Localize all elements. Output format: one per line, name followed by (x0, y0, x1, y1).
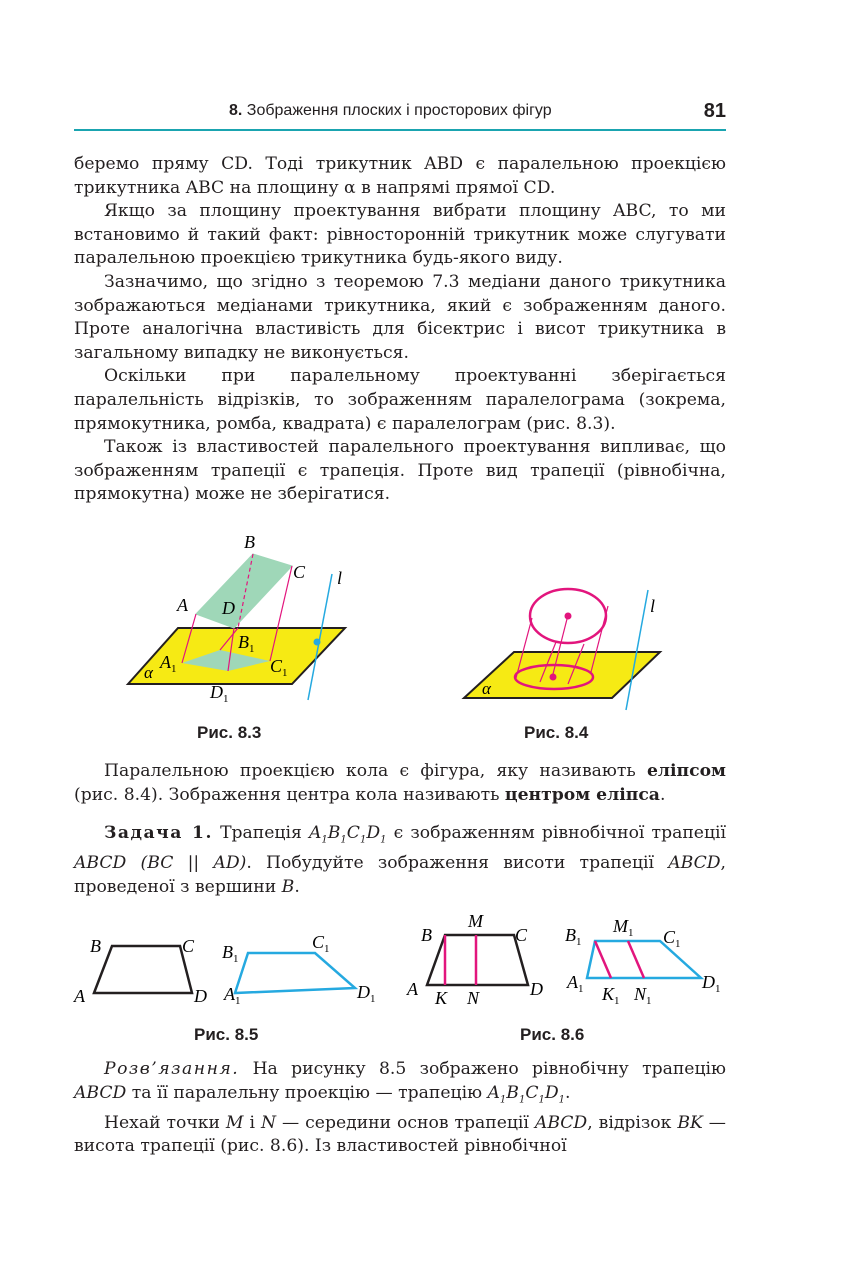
label-alpha: α (482, 679, 491, 698)
paragraph-ellipse: Паралельною проекцією кола є фігура, яку називають еліпсом (рис. 8.4). Зображення центра кола називають центром еліпса. (74, 761, 726, 805)
paragraph-3: Зазначимо, що згідно з теоремою 7.3 медіани даного трикутника зображаються медіанами трикутника, який є зображенням даного. Проте аналогічна властивість для бісектрис і висот трикутника в загальному випадку не виконується. (74, 271, 726, 363)
segment-m1n1 (628, 941, 644, 978)
plane-alpha (464, 652, 660, 698)
figure-8-6 (405, 908, 735, 1013)
label-n1: $N_1$ (634, 984, 652, 1007)
line-plane-intersection (314, 639, 321, 646)
solution-paragraph-1: Розв’язання. На рисунку 8.5 зображено рівнобічну трапецію ABCD та її паралельну проекцію — трапецію $A_1B_1C_1D_1$. (74, 1059, 726, 1106)
trapezoid-abcd (427, 935, 528, 985)
task-1 (74, 822, 726, 899)
task-text: Задача 1. Трапеція $A_1B_1C_1D_1$ є зображенням рівнобічної трапеції ABCD (BC || AD). Побудуйте зображення висоти трапеції ABCD, проведеної з вершини B. (74, 823, 727, 897)
solution-block (74, 1058, 726, 1159)
label-d1: $D_1$ (210, 682, 229, 705)
trapezoid-a1b1c1d1 (235, 953, 355, 993)
label-k: K (435, 988, 448, 1008)
label-c: C (293, 562, 306, 582)
caption-fig-8-6: Рис. 8.6 (520, 1025, 585, 1044)
chapter-title: 8. Зображення плоских і просторових фігур (229, 102, 552, 119)
label-c1: $C_1$ (312, 932, 330, 955)
label-a: A (407, 979, 418, 999)
label-n: N (467, 988, 480, 1008)
label-b: B (244, 532, 255, 552)
caption-fig-8-3: Рис. 8.3 (197, 723, 262, 742)
label-b1: $B_1$ (222, 942, 239, 965)
caption-fig-8-5: Рис. 8.5 (194, 1025, 259, 1044)
label-c1: $C_1$ (270, 656, 288, 679)
paragraph-1: беремо пряму CD. Тоді трикутник ABD є паралельною проекцією трикутника ABC на площину α в напрямі прямої CD. (74, 154, 726, 198)
label-b: B (90, 936, 101, 956)
label-a: A (74, 986, 85, 1006)
caption-fig-8-4: Рис. 8.4 (524, 723, 589, 742)
label-c: C (182, 936, 195, 956)
page-number: 81 (703, 100, 726, 122)
label-d1: $D_1$ (702, 972, 721, 995)
direction-line-l (626, 590, 648, 710)
paragraph-2: Якщо за площину проектування вибрати площину ABC, то ми встановимо й такий факт: рівносторонній трикутник може слугувати паралельною проекцією трикутника будь-якого виду. (74, 201, 726, 269)
label-b1: $B_1$ (565, 925, 582, 948)
body-text-block-2 (74, 760, 726, 807)
paragraph-5: Також із властивостей паралельного проектування випливає, що зображенням трапеції є трапеція. Проте вид трапеції (рівнобічна, прямокутна) може не зберігатися. (74, 437, 726, 505)
trapezoid-abcd (94, 946, 192, 993)
label-d: D (222, 598, 235, 618)
header-divider (74, 129, 726, 131)
label-m1: $M_1$ (613, 916, 634, 939)
label-d: D (194, 986, 207, 1006)
ellipse-center (550, 674, 557, 681)
label-l: l (337, 568, 343, 588)
solution-paragraph-2: Нехай точки M і N — середини основ трапеції ABCD, відрізок BK — висота трапеції (рис. 8.6). Із властивостей рівнобічної (74, 1112, 726, 1157)
figure-8-4 (460, 560, 670, 720)
label-alpha: α (144, 663, 153, 682)
label-m: M (468, 911, 483, 931)
figure-8-3 (120, 530, 370, 720)
label-c: C (515, 925, 528, 945)
label-d1: $D_1$ (357, 982, 376, 1005)
figure-8-5 (70, 928, 390, 1013)
label-k1: $K_1$ (602, 984, 620, 1007)
label-a1: $A_1$ (224, 984, 241, 1007)
label-b1: $B_1$ (238, 632, 255, 655)
page-header (74, 100, 726, 128)
label-b: B (421, 925, 432, 945)
circle-center (565, 613, 572, 620)
label-a1: $A_1$ (567, 972, 584, 995)
height-b1k1 (595, 941, 611, 978)
body-text-block-1 (74, 153, 726, 507)
label-a1: $A_1$ (160, 652, 177, 675)
label-a: A (177, 595, 188, 615)
label-d: D (530, 979, 543, 999)
paragraph-4: Оскільки при паралельному проектуванні зберігається паралельність відрізків, то зображенням паралелограма (зокрема, прямокутника, ромба, квадрата) є паралелограм (рис. 8.3). (74, 366, 726, 434)
label-c1: $C_1$ (663, 927, 681, 950)
parallelogram-abcd (196, 554, 292, 628)
label-l: l (650, 596, 656, 616)
